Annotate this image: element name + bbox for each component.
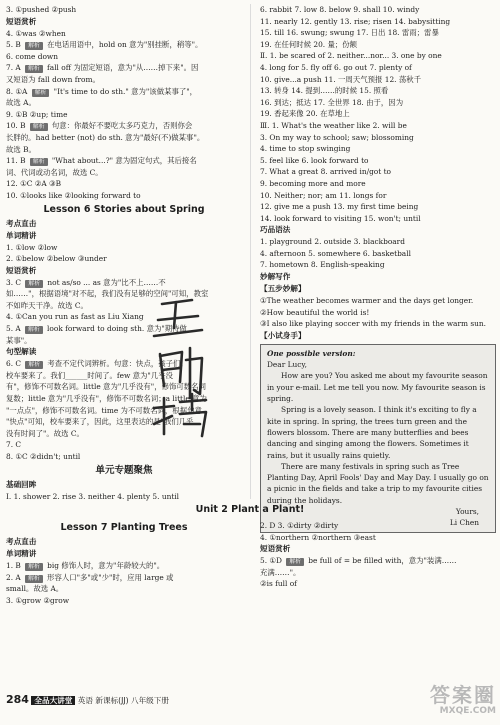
- answer-line: 8. ①A 解析 "It's time to do sth." 意为"该做某事了"，: [6, 86, 198, 96]
- answer-line: small。故选 A。: [6, 584, 64, 594]
- answer-line: 12. give me a push 13. my first time being: [260, 202, 419, 212]
- watermark-text: 答案圈: [430, 683, 496, 707]
- section-heading: 考点直击: [6, 537, 37, 546]
- answer-line: 3. On my way to school; saw; blossoming: [260, 132, 414, 142]
- answer-line: 有"，修饰不可数名词。little 意为"几乎没有"，修饰可数名词: [6, 382, 206, 392]
- answer-line: 2. ①below ②below ③under: [6, 254, 107, 264]
- answer-line: 4. afternoon 5. somewhere 6. basketball: [260, 248, 411, 258]
- subject-label: 英语: [77, 696, 93, 705]
- answer-line: 6. rabbit 7. low 8. below 9. shall 10. windy: [260, 5, 420, 14]
- answer-line: 7. What a great 8. arrived in/got to: [260, 167, 391, 177]
- section-heading: 【小试身手】: [260, 330, 306, 340]
- answer-line: 2. D 3. ①dirty ②dirty: [260, 521, 339, 530]
- section-heading: 句型解读: [6, 347, 37, 357]
- answer-line: 某事"。: [6, 335, 32, 345]
- answer-line: 3. C 解析 not as/so ... as 意为"比不上……不: [6, 277, 166, 287]
- answer-line: 19. 香起来像 20. 在草地上: [260, 109, 350, 119]
- essay-signature: Li Chen: [449, 518, 479, 528]
- answer-line: 4. ①Can you run as fast as Liu Xiang: [6, 312, 144, 322]
- right-column: [260, 4, 496, 533]
- analysis-badge: 解析: [25, 280, 43, 288]
- page-footer: [6, 693, 169, 706]
- answer-line: 故选 A。: [6, 98, 36, 108]
- answer-line: ①The weather becomes warmer and the days get longer.: [260, 296, 474, 306]
- watermark-logo: [430, 684, 496, 716]
- answer-line: 13. 转身 14. 提到……的时候 15. 照看: [260, 86, 389, 96]
- brand-label: 全品大讲堂: [31, 696, 75, 705]
- lesson-title: Lesson 6 Stories about Spring: [43, 203, 205, 215]
- answer-line: 10. Neither; nor; am 11. longs for: [260, 190, 387, 200]
- answer-line: "一点点"，修饰不可数名词。time 为不可数名词，根据句意: [6, 405, 202, 415]
- answer-line: ③I also like playing soccer with my friends in the warm sun.: [260, 319, 486, 329]
- answer-line: 1. playground 2. outside 3. blackboard: [260, 237, 405, 247]
- unit-title-bar: [0, 502, 500, 520]
- answer-line: 5. B 解析 在电话用语中，hold on 意为"别挂断，稍等"。: [6, 40, 203, 50]
- answer-line: 14. look forward to visiting 15. won't; until: [260, 213, 421, 223]
- essay-paragraph-3: There are many festivals in spring such as Tree Planting Day, April Fools' Day and May Day. I usually go on a picnic in the fields and take a trip to my favourite cities during the holidays.: [267, 461, 489, 505]
- answer-line: 5. feel like 6. look forward to: [260, 155, 369, 165]
- essay-paragraph-2: Spring is a lovely season. I think it's exciting to fly a kite in spring. In spring, the trees turn green and the flowers blossom. There are many butterflies and bees dancing and singing among the flowers. Sometimes it rains, but it usually rains quietly.: [267, 405, 477, 460]
- answer-line: "快点"可知，校车要来了，因此，这里表达的是"我们几乎: [6, 417, 194, 427]
- answer-line: 3. ①grow ②grow: [6, 595, 70, 605]
- answer-line: 校车要来了。我们______时间了。few 意为"几乎没: [6, 370, 173, 380]
- answer-line: 5. A 解析 look forward to doing sth. 意为"期待做: [6, 324, 187, 334]
- analysis-badge: 解析: [25, 65, 43, 73]
- answer-line: 12. ①C ②A ③B: [6, 179, 62, 189]
- answer-line: 词、代词或动名词，故选 C。: [6, 167, 103, 177]
- bottom-right-column: [260, 520, 496, 590]
- answer-line: 1. ①low ②low: [6, 242, 58, 252]
- answer-line: 7. hometown 8. English-speaking: [260, 260, 385, 270]
- edition-label: 新课标(JJ): [95, 696, 129, 705]
- section-heading: 短语赏析: [260, 544, 291, 554]
- answer-line: 如……"，根据语境"对不起，我们没有足够的空间"可知，教室: [6, 289, 209, 299]
- section-heading: 基础回眸: [6, 479, 37, 489]
- answer-line: 10. B 解析 句意：你最好不要吃太多巧克力，否则你会: [6, 121, 193, 131]
- section-heading: 短语赏析: [6, 16, 37, 26]
- essay-greeting: Dear Lucy,: [267, 360, 307, 370]
- section-heading: 短语赏析: [6, 265, 37, 275]
- watermark-url: MXQE.COM: [439, 706, 496, 716]
- answer-line: 7. A 解析 fall off 为固定短语，意为"从……掉下来"。因: [6, 63, 199, 73]
- answer-line: 1. B 解析 big 修饰人时，意为"年龄较大的"。: [6, 561, 165, 570]
- grade-label: 八年级下册: [131, 696, 169, 705]
- answer-line: 没有时间了"。故选 C。: [6, 428, 84, 438]
- analysis-badge: 解析: [286, 558, 304, 566]
- bottom-left-column: [6, 520, 242, 606]
- answer-line: ②is full of: [260, 579, 297, 589]
- analysis-badge: 解析: [25, 563, 43, 571]
- answer-line: 又短语为 fall down from。: [6, 74, 100, 84]
- analysis-badge: 解析: [25, 575, 43, 583]
- answer-line: 3. ①pushed ②push: [6, 5, 77, 14]
- answer-line: 充满……"。: [260, 567, 301, 577]
- answer-line: 16. 到达；抵达 17. 全世界 18. 由于，因为: [260, 97, 404, 107]
- section-heading: 考点直击: [6, 218, 37, 228]
- lesson-title: Lesson 7 Planting Trees: [60, 522, 188, 533]
- left-column: [6, 4, 242, 502]
- answer-line: 4. ①was ②when: [6, 28, 66, 38]
- answer-line: 6. C 解析 考查不定代词辨析。句意：快点，孩子们！: [6, 359, 188, 369]
- answer-line: 7. C: [6, 440, 22, 450]
- answer-line: 4. time to stop swinging: [260, 144, 351, 154]
- section-heading: 【五步妙解】: [260, 284, 306, 294]
- analysis-badge: 解析: [25, 326, 43, 334]
- answer-line: 19. 在任何时候 20. 量；份额: [260, 39, 358, 49]
- answer-line: 9. ①B ②up; time: [6, 109, 68, 119]
- essay-paragraph-1: How are you? You asked me about my favourite season in your e-mail. Let me tell you now. My favourite season is spring.: [267, 371, 488, 404]
- section-heading: 单词精讲: [6, 549, 37, 558]
- answer-line: Ⅱ. 1. be scared of 2. neither...nor... 3. one by one: [260, 51, 442, 61]
- essay-heading: One possible version:: [267, 348, 356, 358]
- answer-line: 9. becoming more and more: [260, 178, 366, 188]
- answer-line: 8. ①C ②didn't; until: [6, 452, 81, 461]
- analysis-badge: 解析: [30, 158, 48, 166]
- answer-line: 11. B 解析 "What about...?" 意为固定句式，其后接名: [6, 156, 197, 166]
- answer-line: 4. ①northern ②northern ③east: [260, 532, 376, 542]
- lesson-title: 单元专题聚焦: [95, 464, 153, 476]
- answer-line: 4. long for 5. fly off 6. go out 7. plenty of: [260, 62, 412, 72]
- analysis-badge: 解析: [25, 361, 43, 369]
- answer-line: Ⅲ. 1. What's the weather like 2. will be: [260, 120, 407, 130]
- analysis-badge: 解析: [32, 89, 50, 97]
- answer-line: 故选 B。: [6, 144, 36, 154]
- answer-line: 5. ①D 解析 be full of = be filled with，意为"装满……: [260, 556, 457, 566]
- answer-line: 长胖的。had better (not) do sth. 意为"最好(不)做某事"。: [6, 132, 205, 142]
- answer-line: ②How beautiful the world is!: [260, 307, 370, 317]
- answer-line: 6. come down: [6, 51, 58, 61]
- answer-line: 10. ①looks like ②looking forward to: [6, 190, 141, 200]
- answer-line: 11. nearly 12. gently 13. rise; risen 14. babysitting: [260, 16, 451, 26]
- section-heading: 巧品语法: [260, 225, 291, 235]
- section-heading: 妙解写作: [260, 272, 291, 282]
- answer-line: Ⅰ. 1. shower 2. rise 3. neither 4. plenty 5. until: [6, 491, 180, 501]
- answer-line: 复数；little 意为"几乎没有"，修饰不可数名词；a little 意为: [6, 394, 207, 404]
- answer-line: 15. till 16. swung; swung 17. 日出 18. 雷雨；雷暴: [260, 28, 439, 38]
- answer-line: 2. A 解析 形容人口"多"或"少"时，应用 large 或: [6, 572, 174, 582]
- analysis-badge: 解析: [30, 123, 48, 131]
- answer-line: 不如昨天干净。故选 C。: [6, 300, 88, 310]
- analysis-badge: 解析: [25, 42, 43, 50]
- column-divider: [250, 4, 251, 499]
- answer-line: 10. give...a push 11. 一周天气预报 12. 荡秋千: [260, 74, 422, 84]
- essay-closing: Yours,: [455, 507, 479, 516]
- section-heading: 单词精讲: [6, 230, 37, 240]
- unit-title: Unit 2 Plant a Plant!: [195, 504, 305, 515]
- page-number: 284: [6, 693, 29, 706]
